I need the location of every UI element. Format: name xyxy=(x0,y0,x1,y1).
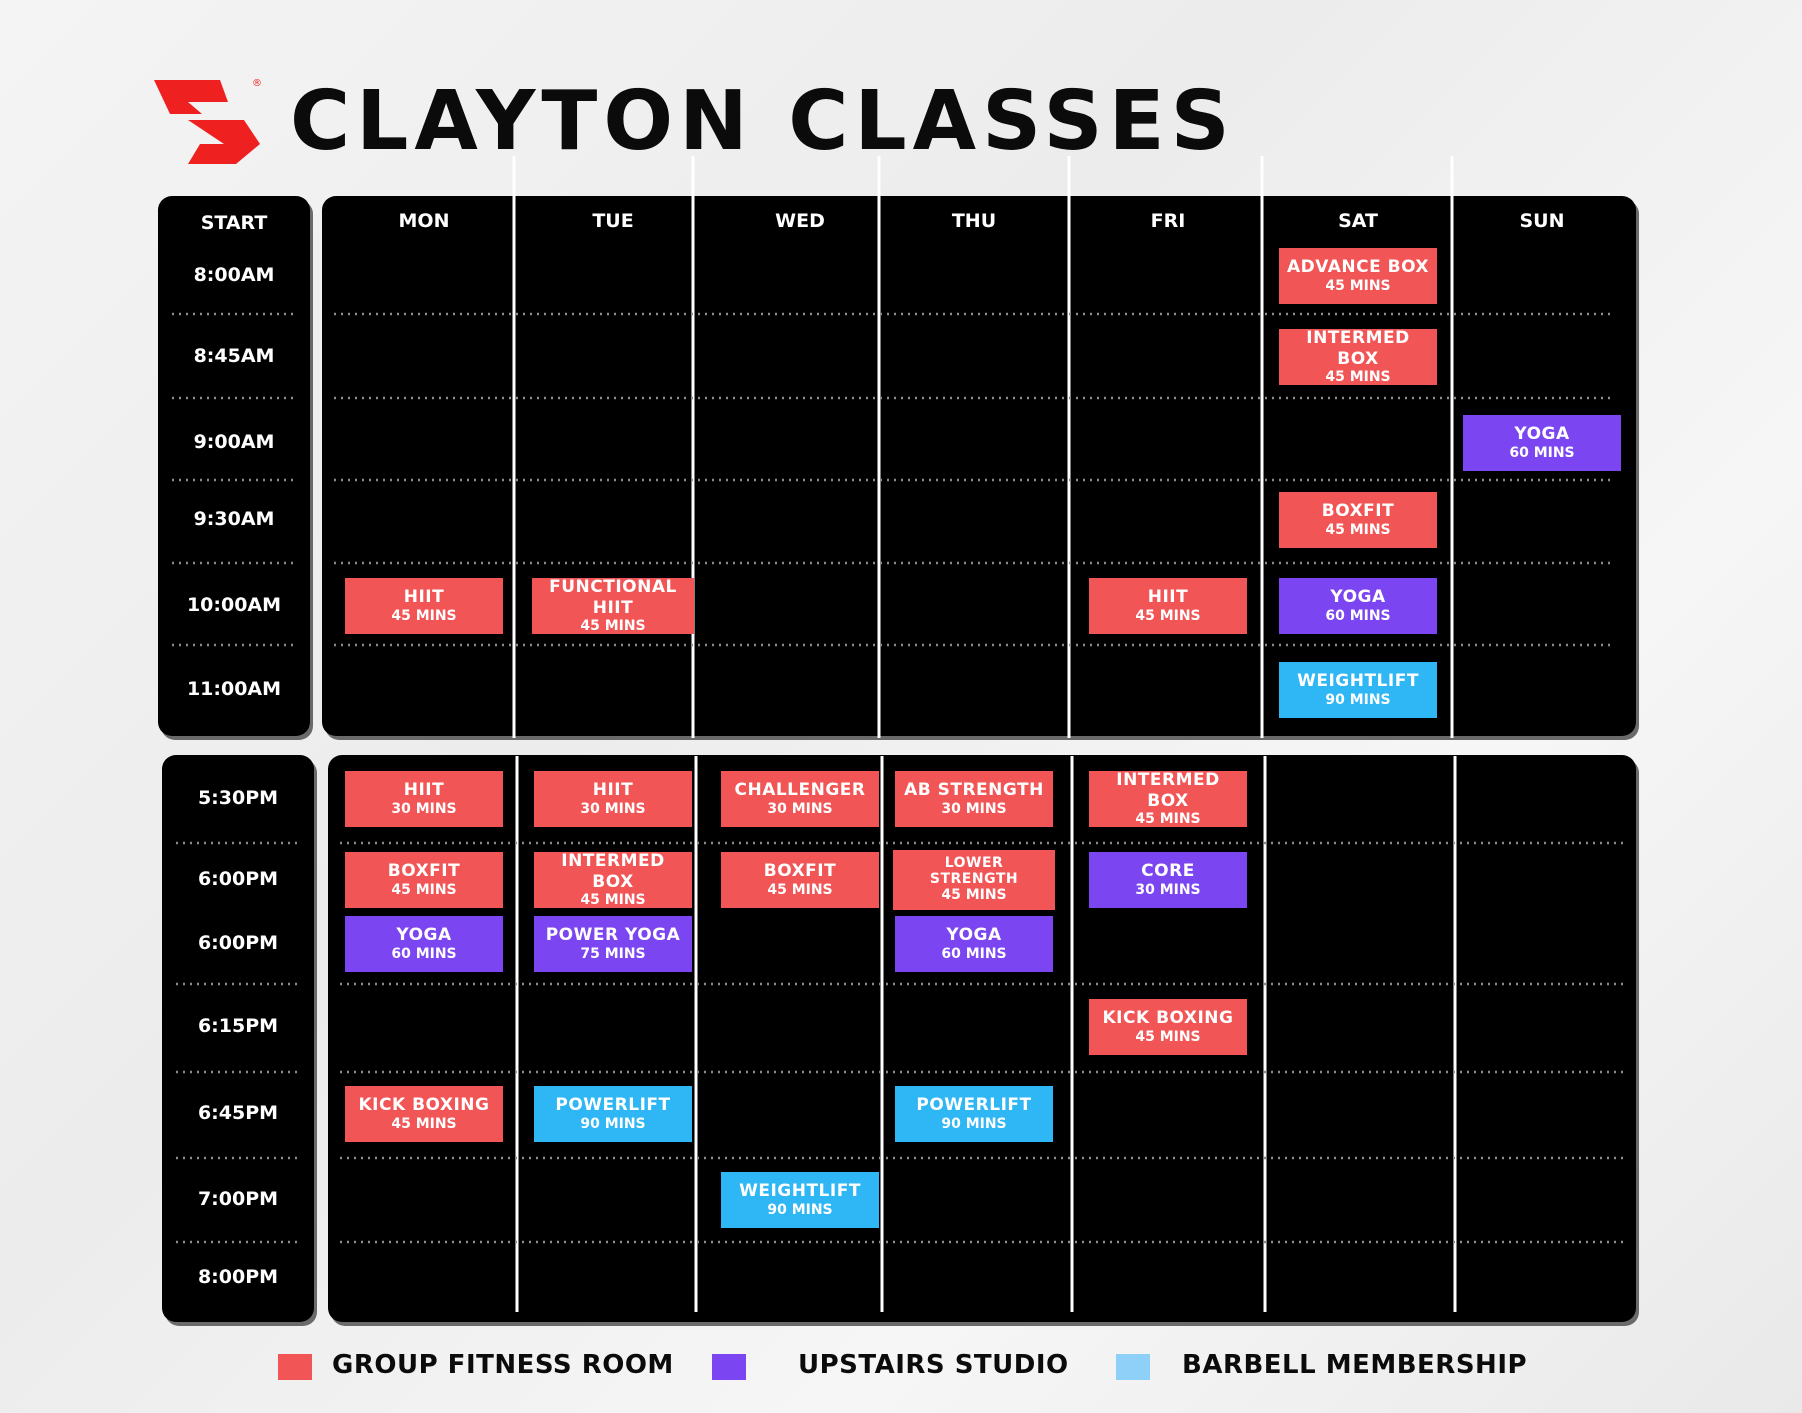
class-name: YOGA xyxy=(1330,587,1386,608)
class-duration: 30 MINS xyxy=(941,800,1007,817)
class-name: YOGA xyxy=(946,925,1002,946)
class-block-powerlift[interactable] xyxy=(895,1086,1053,1142)
class-duration: 45 MINS xyxy=(1325,369,1391,385)
class-duration: 45 MINS xyxy=(1325,277,1391,294)
class-duration: 60 MINS xyxy=(1325,607,1391,624)
class-name: CHALLENGER xyxy=(734,780,866,801)
class-name: YOGA xyxy=(396,925,452,946)
class-name: BOXFIT xyxy=(387,861,461,882)
class-name: INTERMED BOX xyxy=(561,851,665,892)
class-duration: 45 MINS xyxy=(1135,1028,1201,1045)
legend-swatch xyxy=(712,1354,746,1380)
class-name: CORE xyxy=(1141,861,1195,882)
class-block-lower-strength[interactable] xyxy=(893,850,1055,910)
class-block-hiit[interactable] xyxy=(1089,578,1247,634)
time-label: 6:15PM xyxy=(197,1015,279,1037)
time-label: 9:00AM xyxy=(193,431,275,453)
class-duration: 30 MINS xyxy=(1135,881,1201,898)
class-block-yoga[interactable] xyxy=(1279,578,1437,634)
class-name: HIIT xyxy=(403,587,445,608)
class-block-powerlift[interactable] xyxy=(534,1086,692,1142)
class-name: FUNCTIONAL HIIT xyxy=(549,577,677,618)
class-duration: 45 MINS xyxy=(580,892,646,908)
class-name: HIIT xyxy=(592,780,634,801)
class-duration: 45 MINS xyxy=(391,1115,457,1132)
class-block-yoga[interactable] xyxy=(345,916,503,972)
class-block-yoga[interactable] xyxy=(895,916,1053,972)
class-block-power-yoga[interactable] xyxy=(534,916,692,972)
time-label: 8:00PM xyxy=(197,1266,279,1288)
time-label: 10:00AM xyxy=(186,594,282,616)
class-block-challenger[interactable] xyxy=(721,771,879,827)
time-label: 6:00PM xyxy=(197,932,279,954)
class-name: AB STRENGTH xyxy=(904,780,1044,801)
legend-label: BARBELL MEMBERSHIP xyxy=(1182,1350,1528,1380)
time-label: 9:30AM xyxy=(193,508,275,530)
class-name: BOXFIT xyxy=(1321,501,1395,522)
class-name: POWERLIFT xyxy=(555,1095,671,1116)
legend-swatch xyxy=(278,1354,312,1380)
class-duration: 45 MINS xyxy=(767,881,833,898)
day-header-mon: MON xyxy=(398,210,450,232)
class-duration: 45 MINS xyxy=(1135,811,1201,827)
class-block-intermed-box[interactable] xyxy=(1279,329,1437,385)
day-header-wed: WED xyxy=(775,210,825,232)
class-block-core[interactable] xyxy=(1089,852,1247,908)
class-block-hiit[interactable] xyxy=(345,771,503,827)
class-duration: 90 MINS xyxy=(1325,691,1391,708)
class-block-yoga[interactable] xyxy=(1463,415,1621,471)
class-duration: 45 MINS xyxy=(391,607,457,624)
class-block-advance-box[interactable] xyxy=(1279,248,1437,304)
time-label: 5:30PM xyxy=(197,787,279,809)
class-block-kick-boxing[interactable] xyxy=(345,1086,503,1142)
class-name: YOGA xyxy=(1514,424,1570,445)
class-block-weightlift[interactable] xyxy=(1279,662,1437,718)
class-name: KICK BOXING xyxy=(358,1095,490,1116)
class-name: WEIGHTLIFT xyxy=(1297,671,1419,692)
class-block-boxfit[interactable] xyxy=(1279,492,1437,548)
class-duration: 30 MINS xyxy=(580,800,646,817)
class-duration: 30 MINS xyxy=(767,800,833,817)
day-header-thu: THU xyxy=(951,210,997,232)
start-header: START xyxy=(200,212,268,234)
time-label: 8:45AM xyxy=(193,345,275,367)
class-duration: 60 MINS xyxy=(391,945,457,962)
class-duration: 90 MINS xyxy=(767,1201,833,1218)
class-duration: 60 MINS xyxy=(1509,444,1575,461)
time-label: 11:00AM xyxy=(186,678,282,700)
day-header-sat: SAT xyxy=(1338,210,1378,232)
page-title: CLAYTON CLASSES xyxy=(290,74,1236,169)
class-name: INTERMED BOX xyxy=(1116,770,1220,811)
legend-label: UPSTAIRS STUDIO xyxy=(798,1350,1069,1380)
class-duration: 90 MINS xyxy=(941,1115,1007,1132)
class-name: HIIT xyxy=(1147,587,1189,608)
class-name: INTERMED BOX xyxy=(1306,328,1410,369)
class-block-hiit[interactable] xyxy=(534,771,692,827)
time-label: 6:00PM xyxy=(197,868,279,890)
class-block-intermed-box[interactable] xyxy=(1089,771,1247,827)
day-header-sun: SUN xyxy=(1519,210,1565,232)
day-header-fri: FRI xyxy=(1150,210,1186,232)
class-name: HIIT xyxy=(403,780,445,801)
class-block-ab-strength[interactable] xyxy=(895,771,1053,827)
time-label: 7:00PM xyxy=(197,1188,279,1210)
class-name: LOWER STRENGTH xyxy=(929,855,1019,887)
time-label: 8:00AM xyxy=(193,264,275,286)
registered-mark: ® xyxy=(252,78,262,89)
class-name: BOXFIT xyxy=(763,861,837,882)
class-block-intermed-box[interactable] xyxy=(534,852,692,908)
class-block-boxfit[interactable] xyxy=(721,852,879,908)
class-duration: 60 MINS xyxy=(941,945,1007,962)
time-label: 6:45PM xyxy=(197,1102,279,1124)
class-name: POWER YOGA xyxy=(545,925,681,946)
class-name: ADVANCE BOX xyxy=(1286,257,1430,278)
class-block-functional-hiit[interactable] xyxy=(532,578,694,634)
class-name: KICK BOXING xyxy=(1102,1008,1234,1029)
class-duration: 45 MINS xyxy=(1135,607,1201,624)
legend-label: GROUP FITNESS ROOM xyxy=(332,1350,674,1380)
class-duration: 45 MINS xyxy=(391,881,457,898)
class-name: POWERLIFT xyxy=(916,1095,1032,1116)
class-duration: 90 MINS xyxy=(580,1115,646,1132)
class-block-hiit[interactable] xyxy=(345,578,503,634)
day-header-tue: TUE xyxy=(592,210,634,232)
class-duration: 30 MINS xyxy=(391,800,457,817)
class-block-weightlift[interactable] xyxy=(721,1172,879,1228)
class-duration: 45 MINS xyxy=(1325,521,1391,538)
legend-swatch xyxy=(1116,1354,1150,1380)
class-name: WEIGHTLIFT xyxy=(739,1181,861,1202)
class-duration: 45 MINS xyxy=(941,886,1007,903)
class-block-kick-boxing[interactable] xyxy=(1089,999,1247,1055)
class-duration: 75 MINS xyxy=(580,945,646,962)
class-block-boxfit[interactable] xyxy=(345,852,503,908)
class-duration: 45 MINS xyxy=(580,618,646,634)
